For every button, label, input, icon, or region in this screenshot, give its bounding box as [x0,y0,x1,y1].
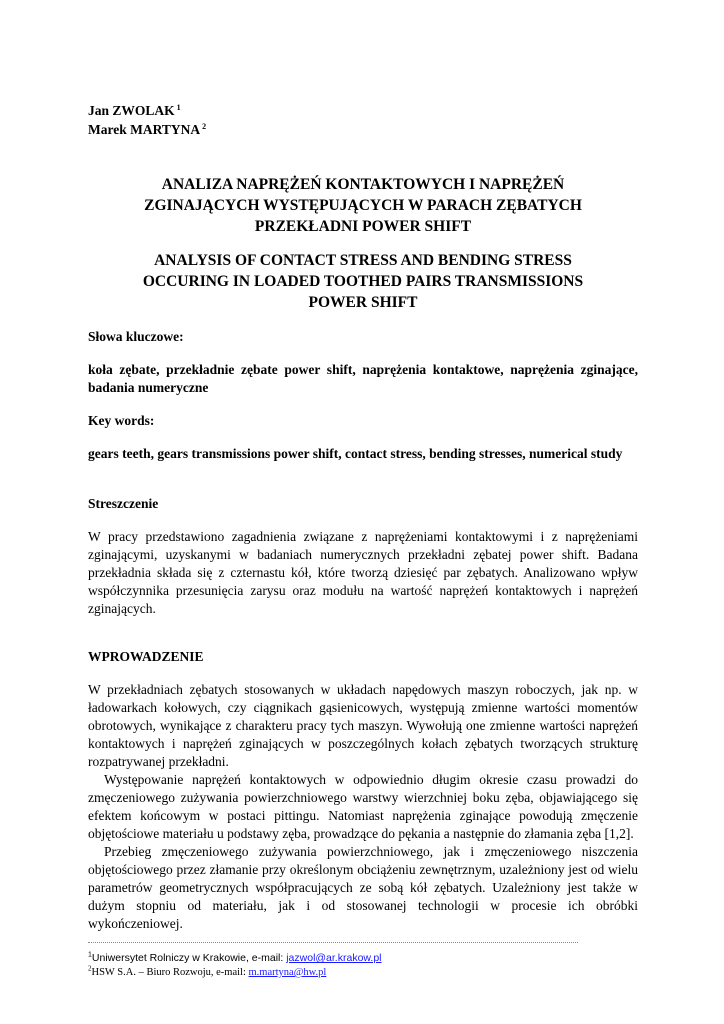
authors-block [88,101,206,139]
abstract-text: W pracy przedstawiono zagadnienia związane z naprężeniami kontaktowymi i z naprężeniami zginającymi, uzyskanymi w badaniach numerycznych przekładni zębatej power shift. Badana przekładnia składa się z czternastu kół, które tworzą dziesięć par zębatych. Analizowano wpływ współczynnika przesunięcia zarysu oraz modułu na wartość naprężeń kontaktowych i naprężeń zginających. [88,529,638,616]
footnote-separator [88,942,578,943]
footnote-2-email[interactable]: m.martyna@hw.pl [248,967,327,978]
keywords-pl: koła zębate, przekładnie zębate power shift, naprężenia kontaktowe, naprężenia zginające, badania numeryczne [88,362,638,395]
intro-paragraph-1: W przekładniach zębatych stosowanych w układach napędowych maszyn roboczych, jak np. w ładowarkach kołowych, czy ciągnikach gąsienicowych, występują zmienne wartości momentów obrotowych, wynikające z charakteru pracy tych maszyn. Wywołują one zmienne wartości naprężeń kontaktowych i naprężeń zginających w poszczególnych kołach zębatych tworzących strukturę rozpatrywanej przekładni. [88,682,638,769]
author-1: Jan ZWOLAK $^1$ [88,102,181,118]
footnote-2: $^2$HSW S.A. – Biuro Rozwoju, e-mail: m.martyna@hw.pl [88,964,327,978]
keywords-en: gears teeth, gears transmissions power shift, contact stress, bending stresses, numerical study [88,446,623,461]
title-polish: ANALIZA NAPRĘŻEŃ KONTAKTOWYCH I NAPRĘŻEŃ ZGINAJĄCYCH WYSTĘPUJĄCYCH W PARACH ZĘBATYCH PRZEKŁADNI POWER SHIFT [144,176,582,235]
title-english: ANALYSIS OF CONTACT STRESS AND BENDING STRESS OCCURING IN LOADED TOOTHED PAIRS TRANSMISSIONS POWER SHIFT [142,252,584,311]
intro-paragraph-3: Przebieg zmęczeniowego zużywania powierzchniowego, jak i zmęczeniowego niszczenia objętościowego przez złamanie przy określonym obciążeniu zewnętrznym, uzależniony jest od wielu parametrów geometrycznych współpracujących ze sobą kół zębatych. Uzależniony jest także w dużym stopniu od materiału, jak i od stosowanej technologii w procesie ich obróbki wykończeniowej. [88,844,638,931]
intro-text [88,681,638,933]
intro-heading: WPROWADZENIE [88,649,204,664]
footnote-1: $^1$Uniwersytet Rolniczy w Krakowie, e-mail: jazwol@ar.krakow.pl [88,951,382,964]
intro-paragraph-2: Występowanie naprężeń kontaktowych w odpowiednio długim okresie czasu prowadzi do zmęczeniowego zużywania powierzchniowego warstwy wierzchniej boku zęba, objawiającego się efektem końcowym w postaci pittingu. Natomiast naprężenia zginające powodują zmęczenie objętościowe materiału u podstawy zęba, prowadzące do pękania a następnie do złamania zęba [1,2]. [88,772,638,841]
author-2: Marek MARTYNA $^2$ [88,121,207,137]
footnote-1-email[interactable]: jazwol@ar.krakow.pl [286,952,382,964]
keywords-pl-heading: Słowa kluczowe: [88,329,184,344]
keywords-en-heading: Key words: [88,413,155,428]
abstract-heading: Streszczenie [88,496,159,511]
